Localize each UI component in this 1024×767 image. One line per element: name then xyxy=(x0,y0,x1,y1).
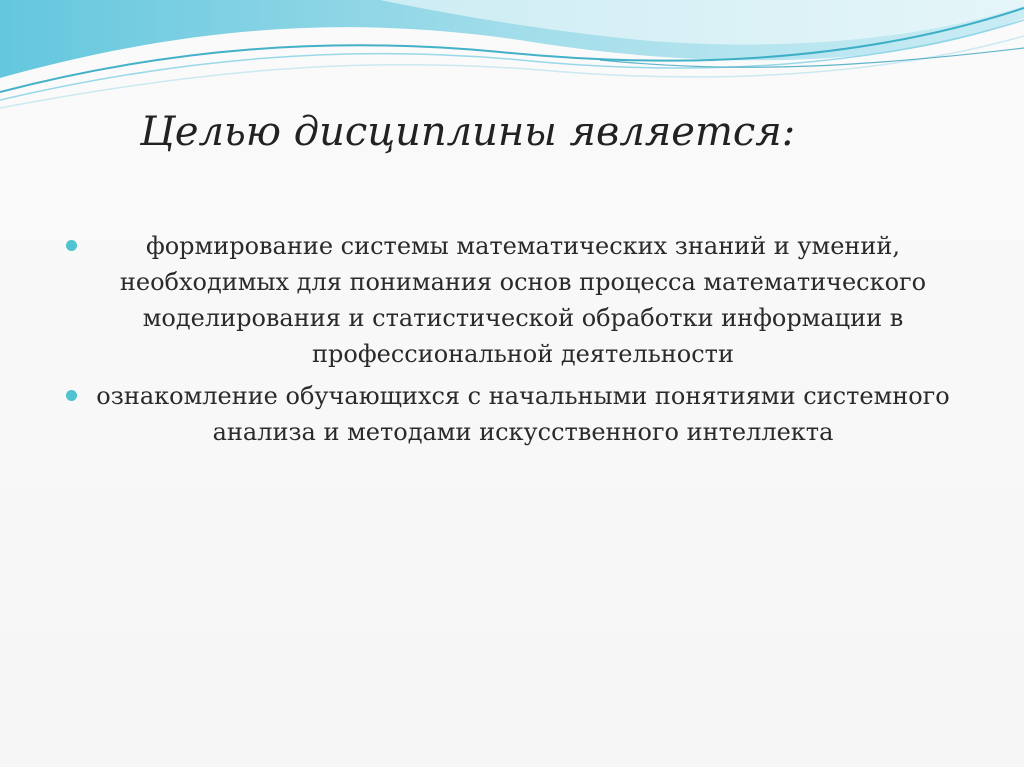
bullet-text: ознакомление обучающихся с начальными понятиями системного анализа и методами искусственного интеллекта xyxy=(96,382,950,446)
bullet-dot-icon xyxy=(66,390,77,401)
slide-title: Целью дисциплины является: xyxy=(140,109,796,155)
wave-decoration xyxy=(0,0,1024,120)
bullet-list xyxy=(64,228,958,456)
bullet-dot-icon xyxy=(66,240,77,251)
bullet-text: формирование системы математических знаний и умений, необходимых для понимания основ процесса математического моделирования и статистической обработки информации в профессиональной деятельности xyxy=(119,232,927,368)
bullet-item xyxy=(64,228,958,372)
bullet-item xyxy=(64,378,958,450)
